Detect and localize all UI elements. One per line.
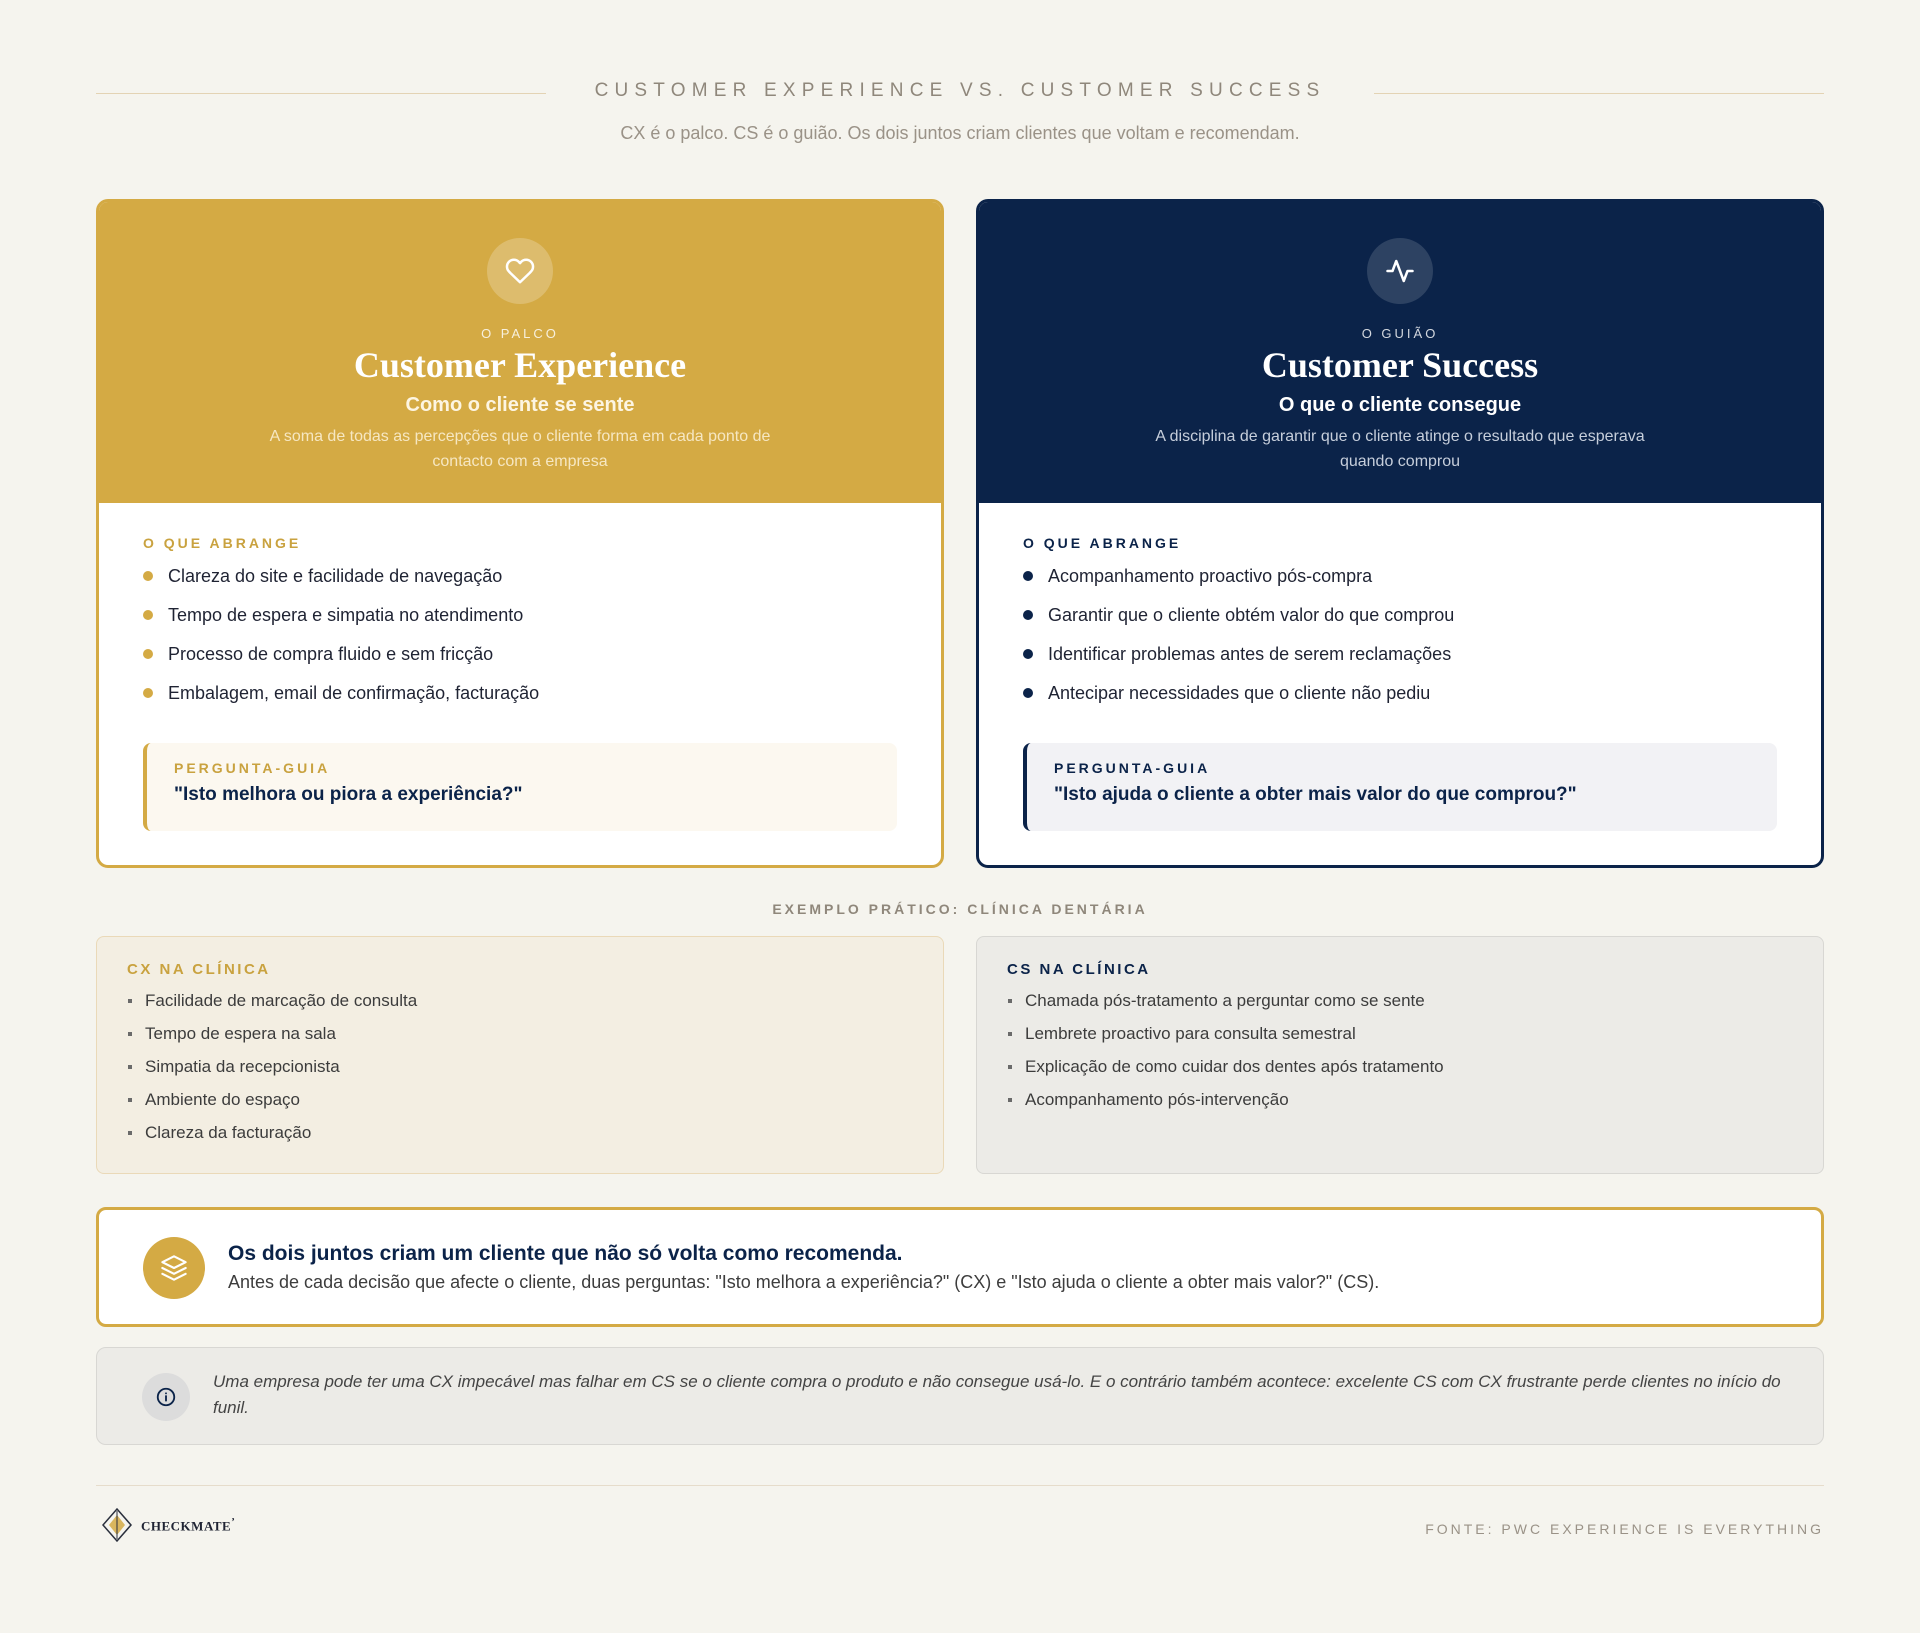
bullet-dot: [1023, 688, 1033, 698]
list-item: [127, 1089, 913, 1122]
cx-description: A soma de todas as percepções que o cliente forma em cada ponto de contacto com a empresa: [269, 428, 771, 470]
cs-description: A disciplina de garantir que o cliente atinge o resultado que esperava quando comprou: [1155, 428, 1645, 470]
list-item: [1007, 1023, 1793, 1056]
bullet-dot: [1023, 610, 1033, 620]
cs-title: Customer Success: [1261, 345, 1539, 385]
checkmate-logo: [100, 1506, 235, 1544]
bullet-square: [128, 999, 132, 1003]
cx-kicker: O PALCO: [481, 326, 559, 341]
layers-icon: [143, 1237, 205, 1299]
cx-card-body: [99, 503, 941, 805]
cs-kicker: O GUIÃO: [1361, 326, 1439, 341]
callout-title: Os dois juntos criam um cliente que não só volta como recomenda.: [228, 1242, 903, 1265]
list-item-text: Explicação de como cuidar dos dentes após tratamento: [1025, 1057, 1444, 1076]
list-item: [143, 682, 897, 721]
logo-wordmark: CHECKMATE’: [141, 1515, 236, 1534]
cx-guide-label: PERGUNTA-GUIA: [174, 760, 331, 776]
summary-callout: [96, 1207, 1824, 1327]
cs-guide-label: PERGUNTA-GUIA: [1054, 760, 1211, 776]
list-item-text: Acompanhamento proactivo pós-compra: [1048, 566, 1373, 586]
cs-section-label: O QUE ABRANGE: [1023, 535, 1182, 551]
list-item-text: Garantir que o cliente obtém valor do que comprou: [1048, 605, 1455, 625]
list-item: [143, 643, 897, 682]
list-item-text: Chamada pós-tratamento a perguntar como se sente: [1025, 991, 1425, 1010]
list-item: [1023, 565, 1777, 604]
list-item-text: Processo de compra fluido e sem fricção: [168, 644, 494, 664]
page-subtitle: CX é o palco. CS é o guião. Os dois juntos criam clientes que voltam e recomendam.: [620, 123, 1300, 143]
cs-subtitle: O que o cliente consegue: [1278, 394, 1522, 416]
list-item: [1023, 643, 1777, 682]
list-item: [1023, 682, 1777, 721]
bullet-square: [1008, 1032, 1012, 1036]
heart-icon: [487, 238, 553, 304]
cs-card-body: [979, 503, 1821, 805]
cx-section-label: O QUE ABRANGE: [143, 535, 302, 551]
bullet-square: [128, 1131, 132, 1135]
list-item-text: Embalagem, email de confirmação, facturação: [168, 683, 540, 703]
list-item-text: Facilidade de marcação de consulta: [145, 991, 418, 1010]
list-item: [1023, 604, 1777, 643]
list-item: [143, 604, 897, 643]
cx-example-title: CX NA CLÍNICA: [127, 961, 271, 978]
bullet-square: [1008, 999, 1012, 1003]
cx-list: [143, 565, 897, 721]
bullet-dot: [1023, 649, 1033, 659]
list-item-text: Identificar problemas antes de serem reclamações: [1048, 644, 1452, 664]
page-title: CUSTOMER EXPERIENCE VS. CUSTOMER SUCCESS: [594, 80, 1326, 101]
note-text: Uma empresa pode ter uma CX impecável mas falhar em CS se o cliente compra o produto e não consegue usá-lo. E o contrário também acontece: excelente CS com CX frustrante perde clientes no início do funil.: [213, 1372, 1781, 1417]
source-credit: FONTE: PWC EXPERIENCE IS EVERYTHING: [1425, 1521, 1824, 1537]
cs-example-list: [1007, 990, 1793, 1122]
list-item-text: Ambiente do espaço: [145, 1090, 300, 1109]
example-label: EXEMPLO PRÁTICO: CLÍNICA DENTÁRIA: [772, 901, 1148, 917]
logo-diamond-icon: [100, 1506, 134, 1544]
list-item-text: Simpatia da recepcionista: [145, 1057, 340, 1076]
cx-card: [96, 199, 944, 868]
header: [96, 0, 1824, 200]
bullet-dot: [143, 610, 153, 620]
list-item-text: Acompanhamento pós-intervenção: [1025, 1090, 1289, 1109]
cs-card-header: [979, 202, 1821, 503]
bullet-square: [128, 1065, 132, 1069]
cs-guide-question-box: [1023, 743, 1777, 831]
cs-example-title: CS NA CLÍNICA: [1007, 961, 1151, 978]
cs-example-box: [976, 936, 1824, 1174]
footer-divider: [96, 1485, 1824, 1486]
bullet-dot: [143, 688, 153, 698]
bullet-square: [1008, 1098, 1012, 1102]
cx-card-header: [99, 202, 941, 503]
list-item: [127, 1023, 913, 1056]
cx-example-list: [127, 990, 913, 1155]
bullet-dot: [143, 649, 153, 659]
list-item-text: Antecipar necessidades que o cliente não pediu: [1048, 683, 1431, 703]
info-note: [96, 1347, 1824, 1445]
list-item: [143, 565, 897, 604]
list-item-text: Lembrete proactivo para consulta semestral: [1025, 1024, 1356, 1043]
cs-guide-question: "Isto ajuda o cliente a obter mais valor do que comprou?": [1054, 784, 1577, 805]
cs-list: [1023, 565, 1777, 721]
bullet-dot: [1023, 571, 1033, 581]
bullet-square: [1008, 1065, 1012, 1069]
list-item-text: Clareza da facturação: [145, 1123, 312, 1142]
list-item: [1007, 990, 1793, 1023]
bullet-dot: [143, 571, 153, 581]
info-icon: [142, 1373, 190, 1421]
callout-text: Antes de cada decisão que afecte o cliente, duas perguntas: "Isto melhora a experiência?" (CX) e "Isto ajuda o cliente a obter mais valor?" (CS).: [228, 1272, 1380, 1292]
infographic-page: [96, 0, 1824, 1537]
bullet-square: [128, 1098, 132, 1102]
cx-title: Customer Experience: [353, 345, 687, 385]
bullet-square: [128, 1032, 132, 1036]
activity-pulse-icon: [1367, 238, 1433, 304]
list-item: [1007, 1089, 1793, 1122]
list-item-text: Tempo de espera e simpatia no atendimento: [168, 605, 524, 625]
list-item-text: Clareza do site e facilidade de navegação: [168, 566, 503, 586]
cx-guide-question-box: [143, 743, 897, 831]
list-item: [127, 1122, 913, 1155]
cx-example-box: [96, 936, 944, 1174]
cx-guide-question: "Isto melhora ou piora a experiência?": [174, 784, 523, 805]
list-item: [127, 1056, 913, 1089]
list-item: [127, 990, 913, 1023]
list-item: [1007, 1056, 1793, 1089]
cs-card: [976, 199, 1824, 868]
cx-subtitle: Como o cliente se sente: [405, 394, 635, 416]
list-item-text: Tempo de espera na sala: [145, 1024, 336, 1043]
